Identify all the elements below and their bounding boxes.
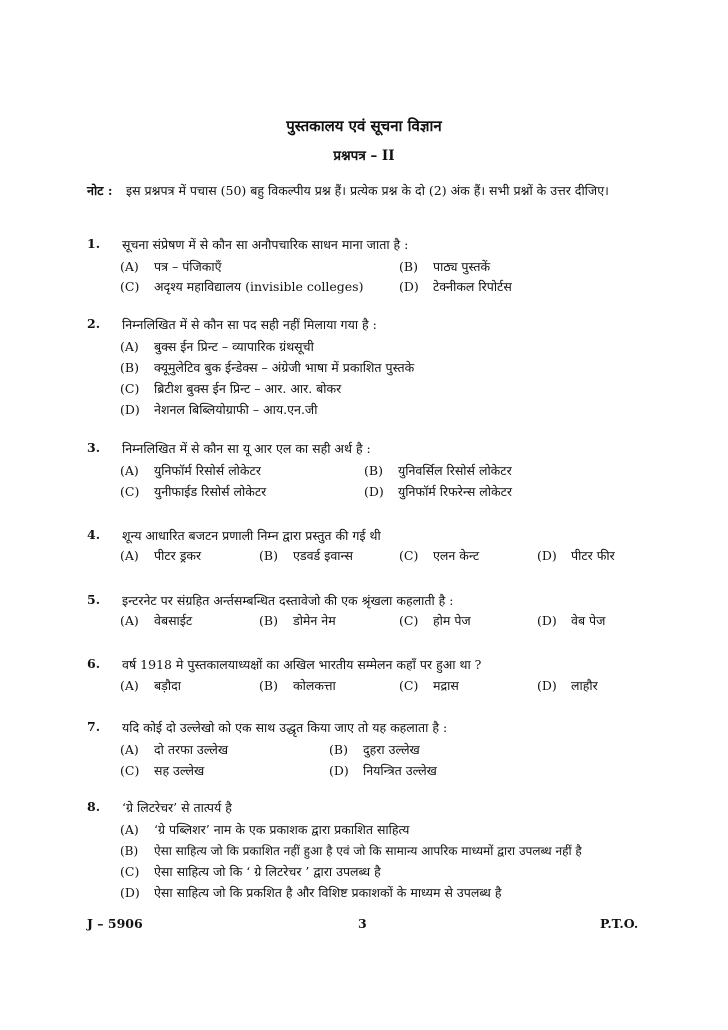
question-number: 7.	[87, 719, 101, 734]
question-7	[87, 719, 647, 779]
option-c: (C) अदृश्य महाविद्यालय (invisible colleges)	[120, 279, 364, 294]
question-number: 4.	[87, 527, 101, 542]
option-a: (A) बुक्स ईन प्रिन्ट – व्यापारिक ग्रंथसूची	[120, 339, 314, 354]
option-a: (A) पीटर ड्रकर	[120, 548, 202, 563]
option-d: (D) वेब पेज	[537, 613, 606, 628]
option-a: (A) दो तरफा उल्लेख	[120, 742, 229, 757]
option-d: (D) ऐसा साहित्य जो कि प्रकशित है और विशिष्ट प्रकाशकों के माध्यम से उपलब्ध है	[120, 885, 502, 900]
question-stem: ‘ग्रे लिटरेचर’ से तात्पर्य है	[122, 800, 232, 815]
question-number: 3.	[87, 440, 101, 455]
option-c: (C) मद्रास	[399, 678, 459, 693]
option-b: (B) दुहरा उल्लेख	[329, 742, 420, 757]
page-number: 3	[358, 916, 367, 931]
option-b: (B) एडवर्ड इवान्स	[259, 548, 354, 563]
option-c: (C) होम पेज	[399, 613, 471, 628]
question-6	[87, 656, 647, 696]
option-d: (D) नियन्त्रित उल्लेख	[329, 763, 437, 778]
question-5	[87, 592, 647, 632]
option-c: (C) युनीफाईड रिसोर्स लोकेटर	[120, 484, 267, 499]
option-d: (D) लाहौर	[537, 678, 598, 693]
option-b: (B) कोलकत्ता	[259, 678, 336, 693]
question-stem: शून्य आधारित बजटन प्रणाली निम्न द्वारा प्रस्तुत की गई थी	[122, 528, 381, 543]
option-a: (A) वेबसाईट	[120, 613, 193, 628]
option-b: (B) क्यूमुलेटिव बुक ईन्डेक्स – अंग्रेजी भाषा में प्रकाशित पुस्तके	[120, 360, 415, 375]
paper-title: पुस्तकालय एवं सूचना विज्ञान	[286, 117, 442, 135]
option-a: (A) युनिफॉर्म रिसोर्स लोकेटर	[120, 463, 261, 478]
question-4	[87, 527, 647, 567]
question-stem: निम्नलिखित में से कौन सा पद सही नहीं मिलाया गया है :	[122, 317, 377, 332]
question-8	[87, 799, 647, 899]
option-c: (C) सह उल्लेख	[120, 763, 205, 778]
question-1	[87, 236, 647, 296]
option-a: (A) ‘ग्रे पब्लिशर’ नाम के एक प्रकाशक द्वारा प्रकाशित साहित्य	[120, 822, 410, 837]
question-stem: सूचना संप्रेषण में से कौन सा अनौपचारिक साधन माना जाता है :	[122, 237, 409, 252]
question-number: 5.	[87, 592, 101, 607]
option-d: (D) नेशनल बिब्लियोग्राफी – आय.एन.जी	[120, 402, 318, 417]
option-c: (C) ब्रिटीश बुक्स ईन प्रिन्ट – आर. आर. बोकर	[120, 381, 342, 396]
question-number: 1.	[87, 236, 101, 251]
option-b: (B) पाठ्य पुस्तकें	[399, 259, 491, 274]
question-stem: वर्ष 1918 मे पुस्तकालयाध्यक्षों का अखिल भारतीय सम्मेलन कहाँ पर हुआ था ?	[122, 657, 482, 672]
question-number: 6.	[87, 656, 101, 671]
option-c: (C) ऐसा साहित्य जो कि ‘ ग्रे लिटरेचर ’ द्वारा उपलब्ध है	[120, 864, 381, 879]
question-number: 2.	[87, 316, 101, 331]
option-a: (A) बड़ौदा	[120, 678, 181, 693]
option-b: (B) युनिवर्सिल रिसोर्स लोकेटर	[364, 463, 512, 478]
question-2	[87, 316, 647, 416]
option-d: (D) टेक्नीकल रिपोर्टस	[399, 279, 512, 294]
question-stem: निम्नलिखित में से कौन सा यू आर एल का सही अर्थ है :	[122, 441, 371, 456]
note-text: इस प्रश्नपत्र में पचास (50) बहु विकल्पीय प्रश्न हैं। प्रत्येक प्रश्न के दो (2) अंक हैं। सभी प्रश्नों के उत्तर दीजिए।	[126, 183, 609, 198]
option-d: (D) युनिफॉर्म रिफरेन्स लोकेटर	[364, 484, 513, 499]
paper-subtitle: प्रश्नपत्र – II	[333, 148, 395, 164]
question-stem: इन्टरनेट पर संग्रहित अर्न्तसम्बन्धित दस्तावेजो की एक श्रृंखला कहलाती है :	[122, 593, 454, 608]
pto-label: P.T.O.	[600, 916, 639, 931]
question-stem: यदि कोई दो उल्लेखो को एक साथ उद्धृत किया जाए तो यह कहलाता है :	[122, 720, 448, 735]
paper-code: J – 5906	[87, 916, 143, 931]
option-b: (B) ऐसा साहित्य जो कि प्रकाशित नहीं हुआ है एवं जो कि सामान्य आपरिक माध्यमों द्वारा उपलब्ध नहीं है	[120, 844, 582, 858]
option-a: (A) पत्र – पंजिकाएँ	[120, 259, 222, 274]
question-number: 8.	[87, 799, 101, 814]
question-3	[87, 440, 647, 500]
note-label: नोट :	[87, 183, 113, 198]
option-d: (D) पीटर फीर	[537, 548, 615, 563]
option-b: (B) डोमेन नेम	[259, 613, 336, 628]
option-c: (C) एलन केन्ट	[399, 548, 480, 563]
